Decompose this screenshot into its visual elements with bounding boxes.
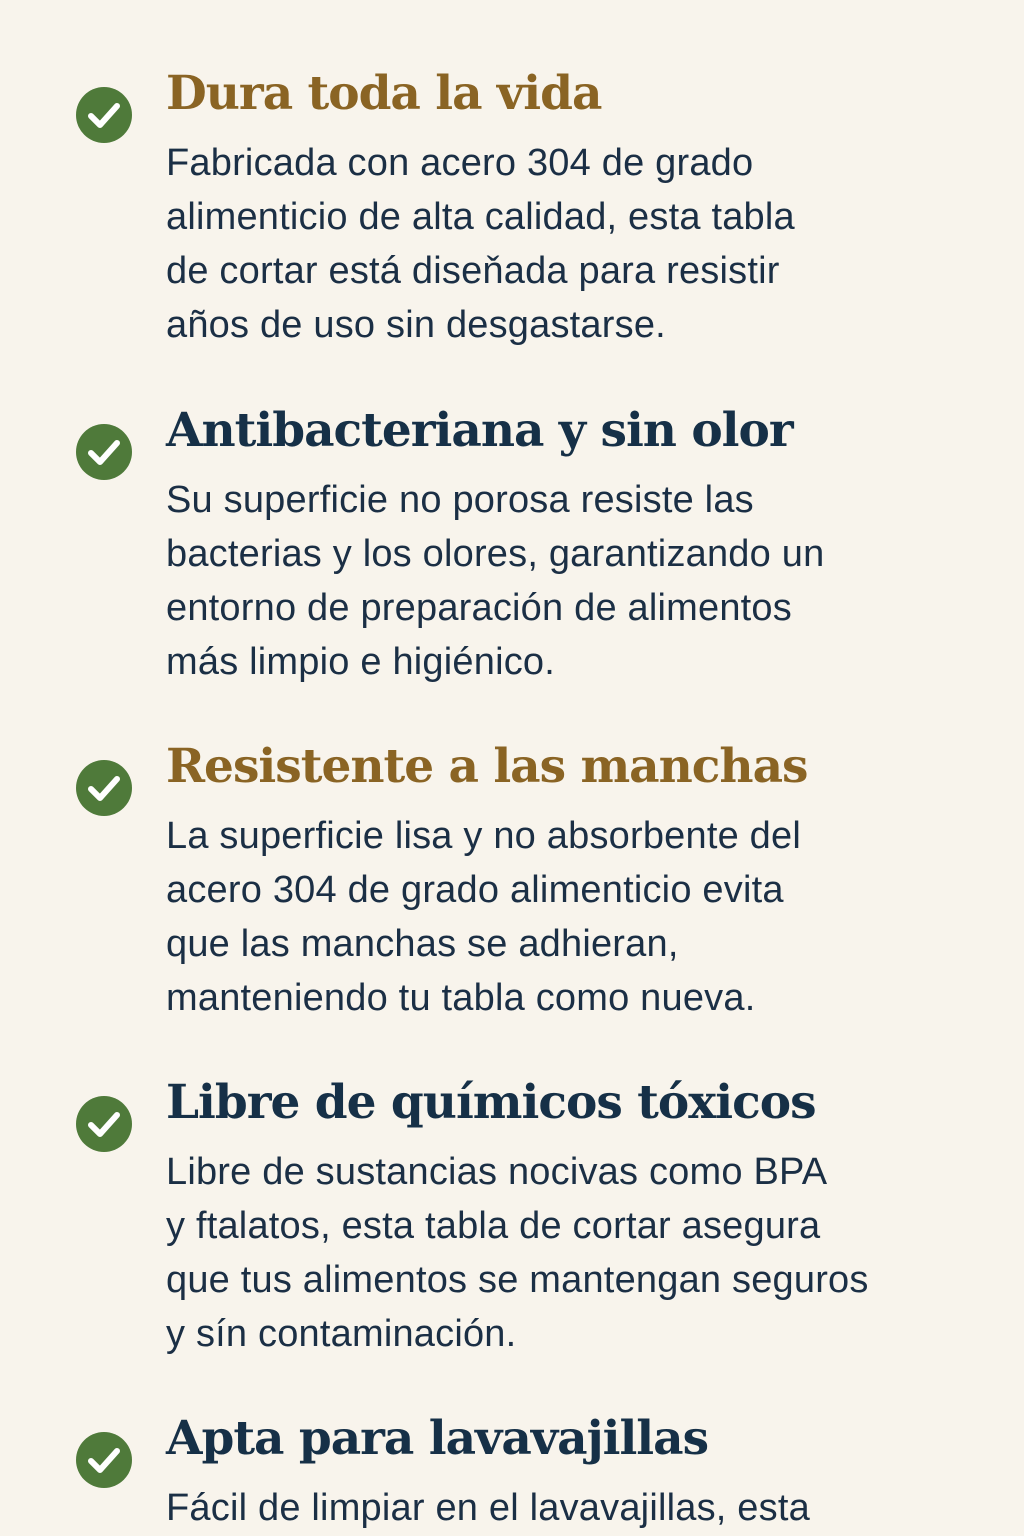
description-line: más limpio e higiénico. [166,641,555,683]
check-circle-icon [75,423,133,481]
feature-description [166,1481,956,1535]
feature-description [166,473,956,689]
check-circle-icon [75,86,133,144]
description-line: Libre de sustancias nocivas como BPA [166,1151,828,1193]
feature-description [166,136,956,352]
description-line: de cortar está diseňada para resistir [166,250,780,292]
feature-title: Dura toda la vida [166,66,602,121]
feature-title: Apta para lavavajillas [166,1411,709,1466]
feature-description [166,809,956,1025]
description-line: acero 304 de grado alimenticio evita [166,869,784,911]
feature-title: Libre de químicos tóxicos [166,1075,816,1130]
check-circle-icon [75,1431,133,1489]
description-line: La superficie lisa y no absorbente del [166,815,801,857]
check-circle-icon [75,1095,133,1153]
description-line: Su superficie no porosa resiste las [166,479,754,521]
feature-description [166,1145,956,1361]
description-line: y ftalatos, esta tabla de cortar asegura [166,1205,821,1247]
description-line: que las manchas se adhieran, [166,923,679,965]
description-line: Fácil de limpiar en el lavavajillas, esta [166,1487,810,1529]
check-circle-icon [75,759,133,817]
feature-title: Antibacteriana y sin olor [166,403,793,458]
description-line: manteniendo tu tabla como nueva. [166,977,756,1019]
description-line: años de uso sin desgastarse. [166,304,666,346]
description-line: entorno de preparación de alimentos [166,587,792,629]
description-line: bacterias y los olores, garantizando un [166,533,825,575]
description-line: y sín contaminación. [166,1313,517,1355]
description-line: alimenticio de alta calidad, esta tabla [166,196,795,238]
description-line: Fabricada con acero 304 de grado [166,142,754,184]
feature-title: Resistente a las manchas [166,739,808,794]
description-line: que tus alimentos se mantengan seguros [166,1259,869,1301]
